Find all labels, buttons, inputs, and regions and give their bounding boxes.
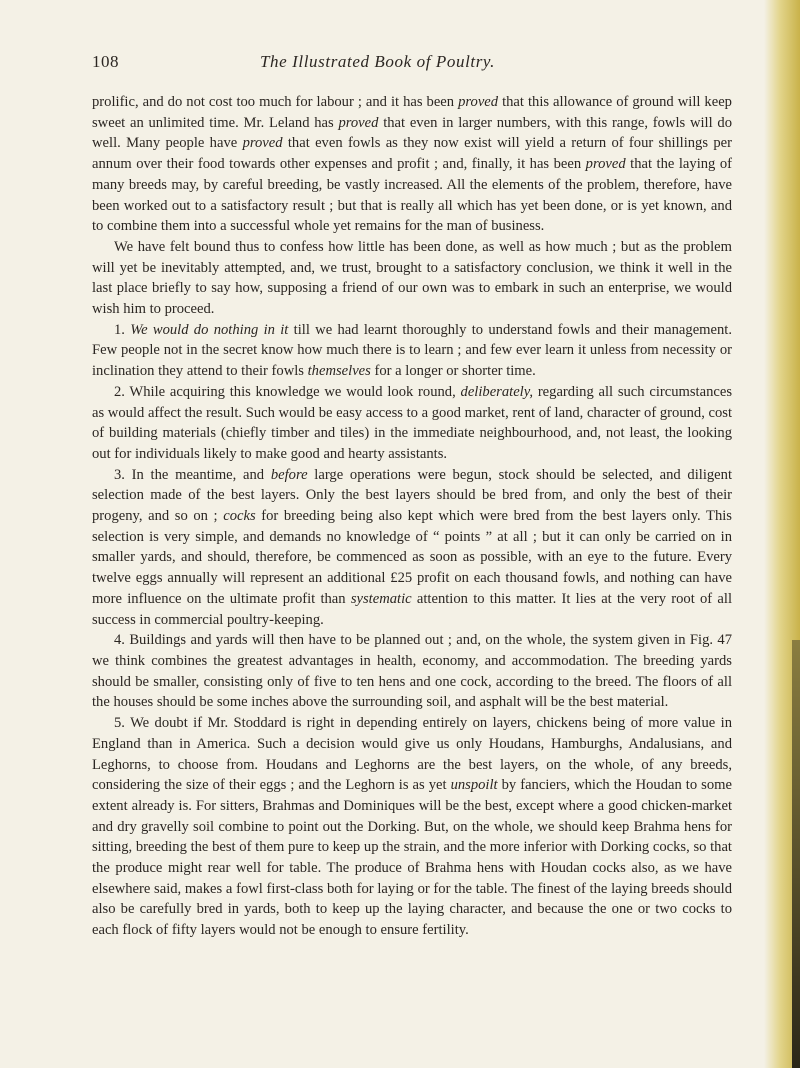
text-run: that this allowance of ground will keep sweet an unlimited time. Mr. Leland has <box>92 94 732 131</box>
paragraph <box>92 92 732 237</box>
body-text <box>92 92 732 941</box>
italic-text: proved <box>242 135 283 152</box>
text-run: regarding all such circumstances as would affect the result. Such would be easy access to a good market, rent of land, character of ground, cost of building materials (chiefly timber and tiles) in the immediate neighbourhood, and, not least, the looking out for individuals likely to make good and hearty assistants. <box>92 383 733 462</box>
italic-text: systematic <box>350 590 412 607</box>
paragraph <box>92 320 732 382</box>
text-run: 5. We doubt if Mr. Stoddard is right in depending entirely on layers, chickens being of more value in England than in America. Such a decision would give us only Houdans, Hamburghs, Andalusians, and Leghorns, to choose from. Houdans and Leghorns are the best layers, on the whole, of any breeds, considering the size of their eggs ; and the Leghorn is as yet <box>92 715 732 794</box>
text-run: that even in larger numbers, with this range, fowls will do well. Many people have <box>92 114 732 152</box>
running-title: The Illustrated Book of Poultry. <box>260 52 495 71</box>
page-header <box>92 52 736 76</box>
text-run: for a longer or shorter time. <box>370 363 536 380</box>
text-run: that the laying of many breeds may, by careful breeding, be vastly increased. All the elements of the problem, therefore, have been worked out to a satisfactory result ; but that is really all which has yet been done, or is yet known, and to combine them into a successful whole yet remains for the man of business. <box>92 156 732 235</box>
text-run: that even fowls as they now exist will yield a return of four shillings per annum over their food towards other expenses and profit ; and, finally, it has been <box>92 135 732 173</box>
paragraph <box>92 237 732 320</box>
page-edge-binding <box>792 640 800 1068</box>
paragraph <box>92 465 732 631</box>
paragraph <box>92 630 732 713</box>
text-run: We have felt bound thus to confess how little has been done, as well as how much ; but as the problem will yet be inevitably attempted, and, we trust, brought to a satisfactory conclusion, we think it well in the last place briefly to say how, supposing a friend of our own was to embark in such an enterprise, we would wish him to proceed. <box>92 238 732 318</box>
italic-text: proved <box>338 114 379 131</box>
italic-text: unspoilt <box>450 777 498 794</box>
italic-text: We would do nothing in it <box>130 321 289 338</box>
text-run: 3. In the meantime, and <box>114 466 271 483</box>
text-run: 1. <box>114 321 131 338</box>
page-number: 108 <box>92 52 119 71</box>
text-run: by fanciers, which the Houdan to some extent already is. For sitters, Brahmas and Dominiques will be the best, except where a good chicken-market and dry gravelly soil combine to point out the Dorking. But, on the whole, we should keep Brahma hens for sitting, breeding the best of them pure to keep up the strain, and the more inferior with Dorking cocks, so that the produce might rear well for table. The produce of Brahma hens with Houdan cocks also, as we have elsewhere said, makes a fowl first-class both for laying or for the table. The finest of the laying breeds should also be carefully bred in yards, both to keep up the laying character, and because the one or two cocks to each flock of fifty layers would not be enough to ensure fertility. <box>92 777 732 939</box>
text-run: 2. While acquiring this knowledge we would look round, <box>114 383 461 400</box>
italic-text: before <box>270 466 308 483</box>
italic-text: themselves <box>307 363 371 380</box>
italic-text: cocks <box>223 508 256 525</box>
italic-text: proved <box>585 156 626 173</box>
italic-text: deliberately, <box>460 383 534 400</box>
text-run: 4. Buildings and yards will then have to be planned out ; and, on the whole, the system given in Fig. 47 we think combines the greatest advantages in health, economy, and accommodation. The breeding yards should be smaller, consisting only of five to ten hens and one cock, according to the breed. The floors of all the houses should be some inches above the surrounding soil, and asphalt will be the best material. <box>92 632 732 711</box>
text-run: large operations were begun, stock should be selected, and diligent selection made of the best layers. Only the best layers should be bred from, and only the best of their progeny, and so on ; <box>92 466 732 525</box>
text-run: attention to this matter. It lies at the very root of all success in commercial poultry-keeping. <box>92 590 733 628</box>
text-run: till we had learnt thoroughly to understand fowls and their management. Few people not in the secret know how much there is to learn ; and few ever learn it unless from necessity or inclination they attend to their fowls <box>92 321 733 380</box>
text-run: prolific, and do not cost too much for labour ; and it has been <box>92 94 459 110</box>
italic-text: proved <box>458 94 499 110</box>
text-run: for breeding being also kept which were bred from the best layers only. This selection is very simple, and demands no knowledge of “ points ” at all ; but it can only be carried on in smaller yards, and should, therefore, be commenced as soon as possible, with an eye to the future. Every twelve eggs annually will represent an additional £25 profit on each thousand fowls, and nothing can have more influence on the ultimate profit than <box>92 508 732 607</box>
paragraph <box>92 382 732 465</box>
paragraph <box>92 713 732 941</box>
